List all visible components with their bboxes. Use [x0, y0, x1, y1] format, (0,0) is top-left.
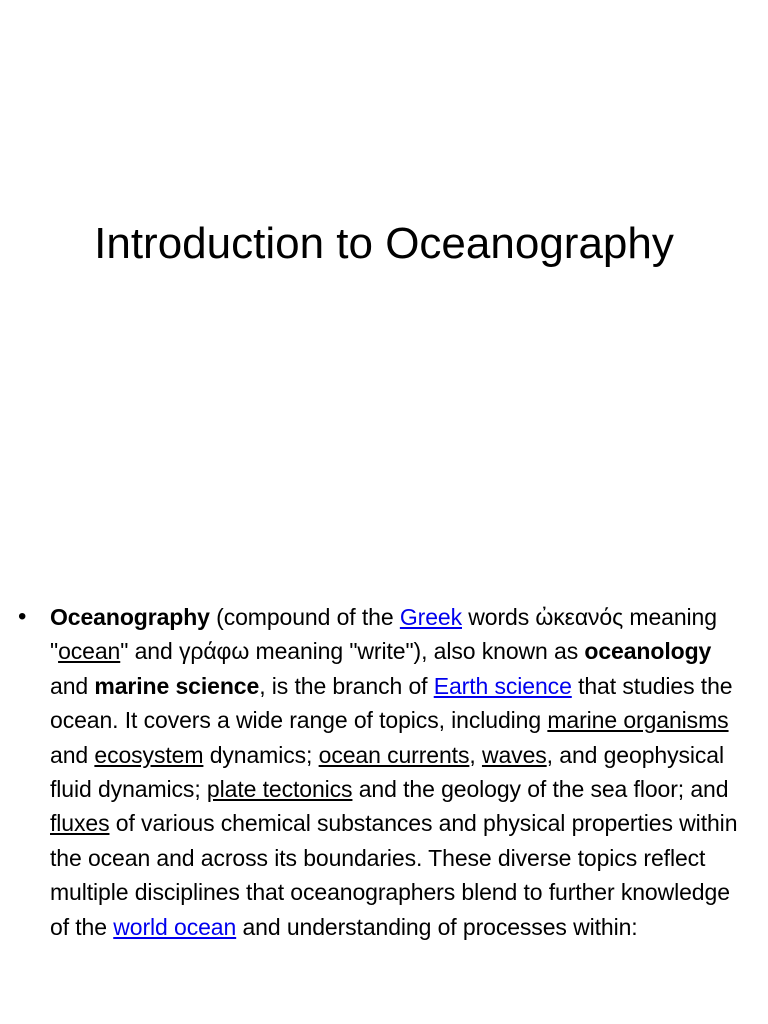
link-fluxes[interactable]: fluxes: [50, 810, 110, 837]
text-segment: , and geophysical fluid dynamics;: [50, 741, 724, 803]
text-segment: " and γράφω meaning "write"), also known as: [120, 638, 585, 665]
link-ocean-currents[interactable]: ocean currents: [318, 741, 470, 768]
link-earth-science[interactable]: Earth science: [433, 672, 572, 699]
link-ocean[interactable]: ocean: [58, 638, 121, 665]
term-oceanography: Oceanography: [50, 604, 210, 630]
text-segment: that studies the ocean. It covers a wide range of topics, including: [50, 672, 733, 734]
text-segment: and the geology of the sea floor; and: [352, 776, 729, 803]
body-paragraph: [50, 600, 750, 944]
link-greek[interactable]: Greek: [399, 604, 462, 630]
text-segment: words ὠκεανός meaning ": [50, 604, 717, 665]
text-segment: (compound of the: [209, 604, 400, 630]
text-segment: and understanding of processes within:: [236, 913, 638, 940]
text-segment: ,: [469, 741, 482, 768]
text-segment: and: [50, 741, 95, 768]
text-segment: of various chemical substances and physical properties within the ocean and across its boundaries. These diverse topics reflect multiple disciplines that oceanographers blend to further knowledge of the: [50, 810, 738, 940]
slide-title: Introduction to Oceanography: [94, 219, 674, 268]
link-marine-organisms[interactable]: marine organisms: [547, 707, 729, 734]
term-oceanology: oceanology: [584, 638, 712, 665]
link-world-ocean[interactable]: world ocean: [113, 913, 237, 940]
link-plate-tectonics[interactable]: plate tectonics: [206, 776, 353, 803]
bullet-marker: •: [18, 603, 27, 630]
text-segment: and: [50, 672, 95, 699]
text-segment: , is the branch of: [259, 672, 434, 699]
term-marine-science: marine science: [94, 672, 260, 699]
link-waves[interactable]: waves: [481, 741, 547, 768]
text-segment: dynamics;: [203, 741, 319, 768]
link-ecosystem[interactable]: ecosystem: [94, 741, 204, 768]
